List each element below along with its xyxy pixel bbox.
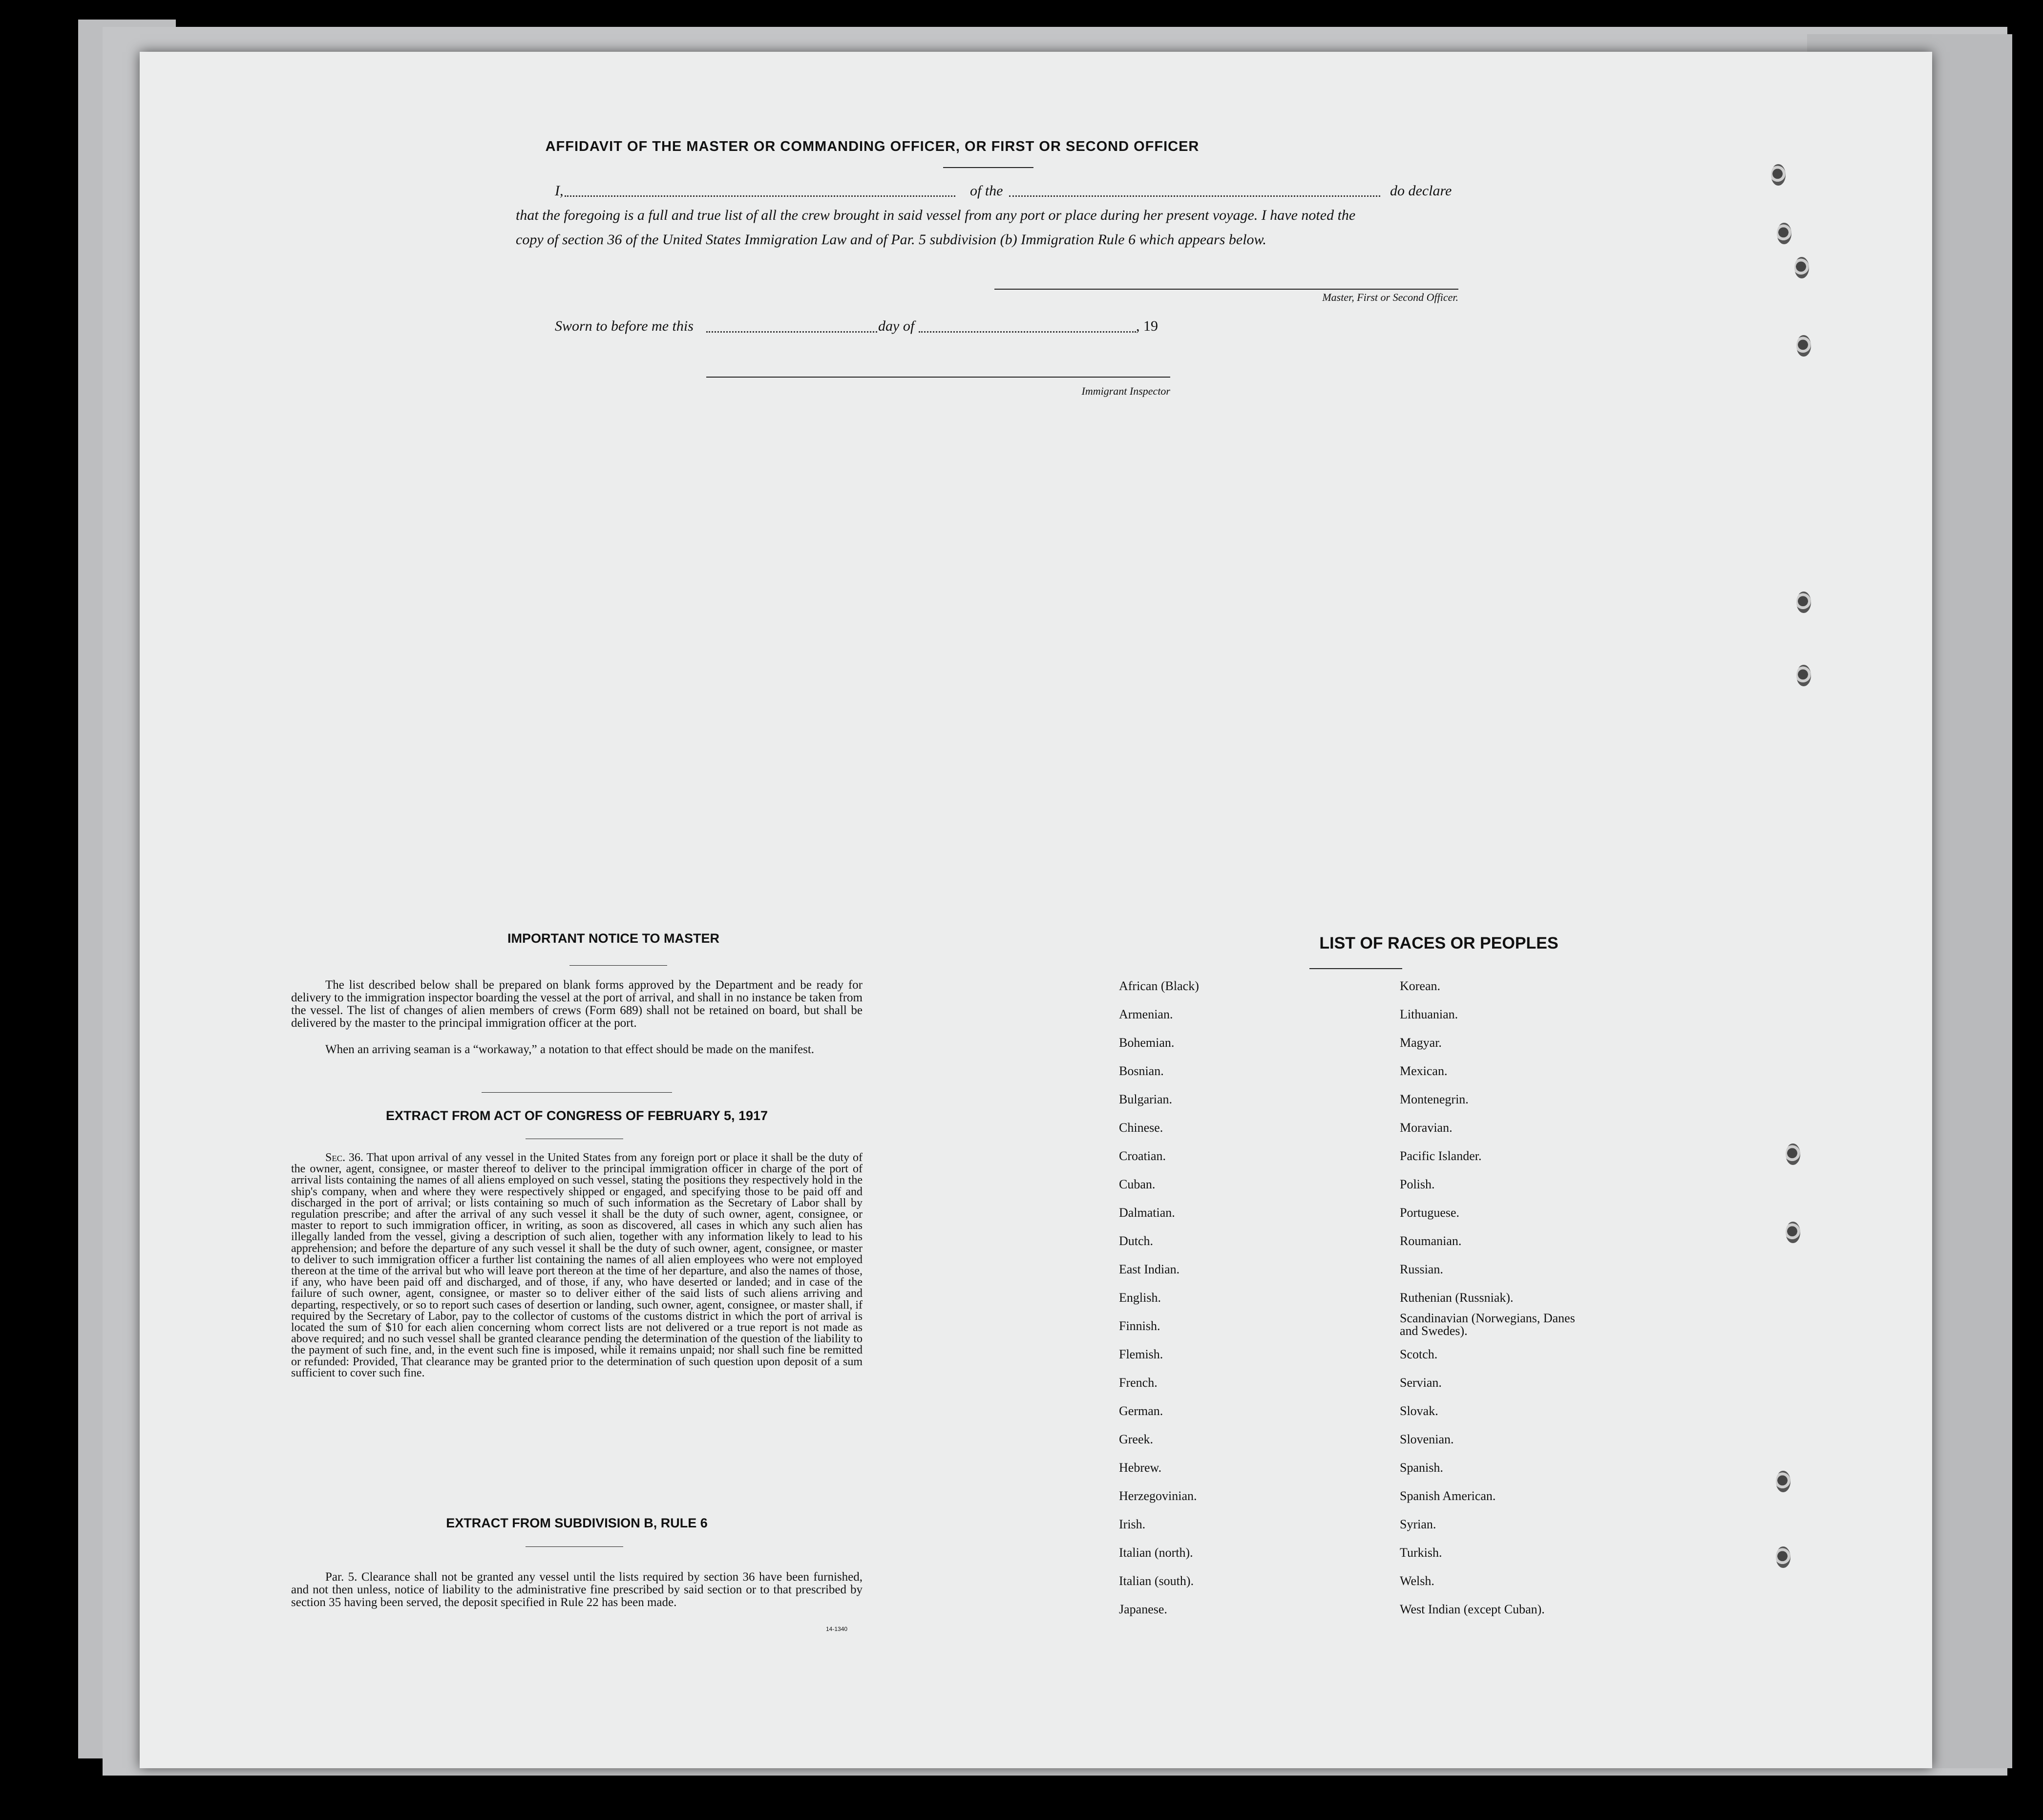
- punch-hole: [1776, 1471, 1790, 1492]
- race-item: Dutch.: [1119, 1234, 1154, 1248]
- race-item: Flemish.: [1119, 1347, 1163, 1361]
- race-item: Portuguese.: [1400, 1206, 1460, 1220]
- act-extract-body: [291, 1152, 863, 1379]
- punch-hole: [1796, 335, 1811, 357]
- sworn-day-label: day of: [878, 318, 915, 334]
- race-item: Scandinavian (Norwegians, Danes and Swedes).: [1400, 1311, 1575, 1338]
- race-item: Herzegovinian.: [1119, 1489, 1197, 1503]
- affidavit-title: AFFIDAVIT OF THE MASTER OR COMMANDING OFFICER, OR FIRST OR SECOND OFFICER: [545, 139, 1200, 154]
- race-item: African (Black): [1119, 979, 1199, 993]
- race-item: German.: [1119, 1404, 1163, 1418]
- race-item: Greek.: [1119, 1432, 1154, 1446]
- race-item: Finnish.: [1119, 1319, 1160, 1333]
- race-item: Polish.: [1400, 1177, 1435, 1191]
- divider: [943, 167, 1033, 168]
- race-item: Hebrew.: [1119, 1460, 1162, 1475]
- race-item: Spanish.: [1400, 1460, 1443, 1475]
- sworn-month-blank[interactable]: [919, 331, 1136, 333]
- race-item: Turkish.: [1400, 1545, 1442, 1560]
- race-item: Magyar.: [1400, 1036, 1442, 1050]
- notice-title: IMPORTANT NOTICE TO MASTER: [507, 931, 719, 946]
- race-item: Dalmatian.: [1119, 1206, 1175, 1220]
- inspector-caption: Immigrant Inspector: [1081, 385, 1170, 397]
- divider: [569, 965, 667, 966]
- notice-paragraph-2: When an arriving seaman is a “workaway,” a notation to that effect should be made on the manifest.: [325, 1043, 815, 1056]
- race-item: Scotch.: [1400, 1347, 1438, 1361]
- signature-line[interactable]: [994, 289, 1458, 290]
- punch-hole: [1796, 592, 1811, 613]
- affidavit-line2: that the foregoing is a full and true list of all the crew brought in said vessel from any port or place during her present voyage. I have noted the: [516, 207, 1356, 223]
- race-item: Ruthenian (Russniak).: [1400, 1291, 1514, 1305]
- act-extract-text: That upon arrival of any vessel in the United States from any foreign port or place it shall be the duty of the owner, agent, consignee, or master thereof to deliver to the principal immigration officer in charge of the port of arrival lists containing the names of all aliens employed on such vessel, stating the positions they respectively hold in the ship's company, when and where they were respectively shipped or engaged, and specifying those to be paid off and discharged in the port of arrival; or lists containing so much of such information as the Secretary of Labor shall by regulation prescribe; and after the arrival of any such vessel it shall be the duty of such owner, agent, consignee, or master to report to such immigration officer, in writing, as soon as discovered, all cases in which any such alien has illegally landed from the vessel, giving a description of such alien, together with any information likely to lead to his apprehension; and before the departure of any such vessel it shall be the duty of such owner, agent, consignee, or master to deliver to such immigration officer a further list containing the names of all alien employees who were not employed thereon at the time of the arrival but who will leave port thereon at the time of her departure, and also the names of those, if any, who have been paid off and discharged, and of those, if any, who have deserted or landed; and in case of the failure of such owner, agent, consignee, or master so to deliver either of the said lists of such aliens arriving and departing, respectively, or so to report such cases of desertion or landing, such owner, agent, consignee, or master shall, if required by the Secretary of Labor, pay to the collector of customs of the customs district in which the port of arrival is located the sum of $10 for each alien concerning whom correct lists are not delivered or a true report is not made as above required; and no such vessel shall be granted clearance pending the determination of the question of the liability to the payment of such fine, and, in the event such fine is imposed, while it remains unpaid; nor shall such fine be remitted or refunded: Provided, That clearance may be granted prior to the determination of such question upon deposit of a sum sufficient to cover such fine.: [291, 1151, 863, 1379]
- race-item: East Indian.: [1119, 1262, 1180, 1276]
- race-item: Cuban.: [1119, 1177, 1156, 1191]
- race-item: English.: [1119, 1291, 1161, 1305]
- race-item: Welsh.: [1400, 1574, 1434, 1588]
- race-item: Moravian.: [1400, 1121, 1453, 1135]
- race-item: Spanish American.: [1400, 1489, 1496, 1503]
- rule-extract-title: EXTRACT FROM SUBDIVISION B, RULE 6: [446, 1516, 708, 1530]
- punch-hole: [1786, 1222, 1800, 1243]
- race-item: Japanese.: [1119, 1602, 1167, 1616]
- manifest-page: [140, 52, 1932, 1768]
- sworn-year-label: , 19: [1136, 318, 1158, 334]
- race-item: Pacific Islander.: [1400, 1149, 1482, 1163]
- race-item: Italian (north).: [1119, 1545, 1193, 1560]
- race-item: Croatian.: [1119, 1149, 1166, 1163]
- inspector-signature-line[interactable]: [706, 377, 1170, 378]
- race-item: Korean.: [1400, 979, 1441, 993]
- race-item: Chinese.: [1119, 1121, 1163, 1135]
- punch-hole: [1771, 164, 1786, 186]
- rule-extract-body: Par. 5. Clearance shall not be granted any vessel until the lists required by section 36 have been furnished, and not then unless, notice of liability to the administrative fine prescribed by said section or to that prescribed by section 35 having been served, the deposit specified in Rule 22 has been made.: [291, 1570, 863, 1609]
- race-item: Bulgarian.: [1119, 1092, 1173, 1106]
- race-item: Slovak.: [1400, 1404, 1438, 1418]
- race-item: French.: [1119, 1376, 1158, 1390]
- race-item: Syrian.: [1400, 1517, 1436, 1531]
- race-item: Irish.: [1119, 1517, 1146, 1531]
- affidavit-i-label: I,: [555, 183, 564, 199]
- race-item: Russian.: [1400, 1262, 1443, 1276]
- race-item: Roumanian.: [1400, 1234, 1462, 1248]
- punch-hole: [1786, 1143, 1800, 1165]
- race-item: Italian (south).: [1119, 1574, 1194, 1588]
- affidavit-of-the-label: of the: [970, 183, 1003, 199]
- form-number: 14-1340: [826, 1626, 848, 1632]
- race-item: Bohemian.: [1119, 1036, 1175, 1050]
- section-label: Sec. 36.: [325, 1151, 363, 1164]
- sworn-day-blank[interactable]: [706, 331, 877, 333]
- race-item: Lithuanian.: [1400, 1007, 1458, 1021]
- race-item: Bosnian.: [1119, 1064, 1164, 1078]
- act-extract-title: EXTRACT FROM ACT OF CONGRESS OF FEBRUARY 5, 1917: [385, 1108, 768, 1123]
- punch-hole: [1776, 1546, 1790, 1568]
- punch-hole: [1796, 665, 1811, 686]
- race-item: Mexican.: [1400, 1064, 1448, 1078]
- race-item: Montenegrin.: [1400, 1092, 1469, 1106]
- race-item: Armenian.: [1119, 1007, 1173, 1021]
- divider: [1309, 968, 1402, 969]
- race-item: West Indian (except Cuban).: [1400, 1602, 1545, 1616]
- notice-paragraph-1: The list described below shall be prepared on blank forms approved by the Department and be ready for delivery to the immigration inspector boarding the vessel at the port of arrival, and shall in no instance be taken from the vessel. The list of changes of alien members of crews (Form 689) shall not be retained on board, but shall be delivered by the master to the principal immigration officer at the port.: [291, 978, 863, 1030]
- race-item: Servian.: [1400, 1376, 1442, 1390]
- name-blank[interactable]: [565, 195, 955, 197]
- punch-hole: [1777, 223, 1791, 244]
- affidavit-line3: copy of section 36 of the United States Immigration Law and of Par. 5 subdivision (b) Immigration Rule 6 which appears below.: [516, 232, 1266, 248]
- race-item: Slovenian.: [1400, 1432, 1454, 1446]
- sworn-label: Sworn to before me this: [555, 318, 694, 334]
- signature-caption: Master, First or Second Officer.: [1322, 291, 1458, 303]
- divider: [526, 1546, 623, 1547]
- vessel-blank[interactable]: [1009, 195, 1380, 197]
- races-title: LIST OF RACES OR PEOPLES: [1319, 934, 1559, 952]
- divider: [482, 1092, 672, 1093]
- punch-hole: [1794, 257, 1809, 278]
- affidavit-declare-label: do declare: [1390, 183, 1452, 199]
